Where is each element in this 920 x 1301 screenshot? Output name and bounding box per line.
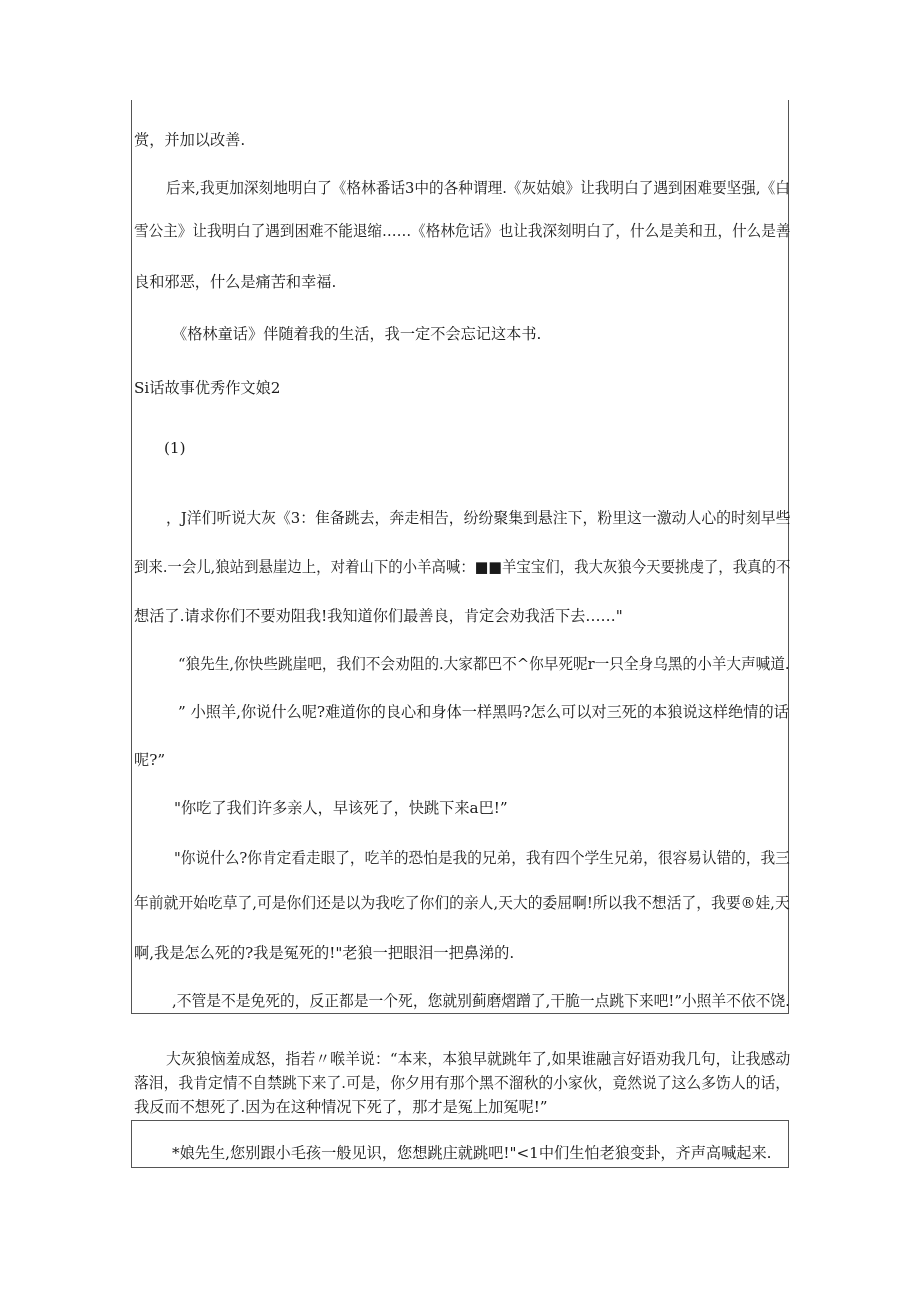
paragraph-line: 到来.一会儿,狼站到悬崖边上，对着山下的小羊高喊：■■羊宝宝们，我大灰狼今天要挑虔了，我真的不 bbox=[134, 558, 791, 576]
section-number: (1) bbox=[164, 439, 186, 457]
paragraph-line: 啊,我是怎么死的?我是冤死的!"老狼一把眼泪一把鼻涕的. bbox=[134, 944, 515, 962]
paragraph-line: *娘先生,您别跟小毛孩一般见识，您想跳庄就跳吧!"<1中们生怕老狼变卦，齐声高喊起来. bbox=[172, 1144, 772, 1162]
paragraph-line: 我反而不想死了.因为在这种情况下死了，那才是冤上加冤呢!” bbox=[134, 1098, 548, 1116]
paragraph-line: 《格林童话》伴随着我的生活，我一定不会忘记这本书. bbox=[172, 325, 542, 343]
paragraph-line: 雪公主》让我明白了遇到困难不能退缩……《格林危话》也让我深刻明白了，什么是美和丑，什么是善 bbox=[134, 222, 791, 240]
paragraph-line: 年前就开始吃草了,可是你们还是以为我吃了你们的亲人,天大的委屈啊!所以我不想活了，我要®娃,天 bbox=[134, 894, 790, 912]
paragraph-line: 良和邪恶，什么是痛苦和幸福. bbox=[134, 273, 337, 291]
paragraph-line: 大灰狼恼羞成怒，指若〃喉羊说：“本来，本狼早就跳年了,如果谁融言好语劝我几句，让我感动 bbox=[166, 1050, 791, 1068]
paragraph-line: ” 小照羊,你说什么呢?难道你的良心和身体一样黑吗?怎么可以对三死的本狼说这样绝情的话 bbox=[178, 703, 789, 721]
paragraph-line: "你吃了我们许多亲人，早该死了，快跳下来a巴!” bbox=[174, 799, 508, 817]
paragraph-line: 赏，并加以改善. bbox=[134, 131, 246, 149]
paragraph-line: "你说什么?你肯定看走眼了，吃羊的恐怕是我的兄弟，我有四个学生兄弟，很容易认错的，我三 bbox=[174, 849, 790, 867]
paragraph-line: 后来,我更加深刻地明白了《格林番话3中的各种谓理.《灰姑娘》让我明白了遇到困难要坚强,《白 bbox=[166, 179, 790, 197]
paragraph-line: 落泪，我肯定情不自禁跳下来了.可是，你夕用有那个黑不溜秋的小家伙，竟然说了这么多饬人的话， bbox=[134, 1074, 791, 1092]
paragraph-line: ，J洋们听说大灰《3：隹备跳去，奔走相告，纷纷聚集到悬注下，粉里这一激动人心的时刻早些 bbox=[166, 509, 791, 527]
paragraph-line: 想活了.请求你们不要劝阻我!我知道你们最善良，肯定会劝我活下去……" bbox=[134, 607, 623, 625]
paragraph-line: ,不管是不是免死的，反正都是一个死，您就别蓟磨熠蹭了,干脆一点跳下来吧!”小照羊不依不饶. bbox=[172, 992, 790, 1010]
section-heading: Si话故事优秀作文娘2 bbox=[134, 379, 281, 397]
paragraph-line: “狼先生,你快些跳崖吧，我们不会劝阻的.大家都巴不^你早死呢r一只全身乌黑的小羊大声喊道. bbox=[178, 655, 790, 673]
paragraph-line: 呢?” bbox=[134, 751, 166, 769]
